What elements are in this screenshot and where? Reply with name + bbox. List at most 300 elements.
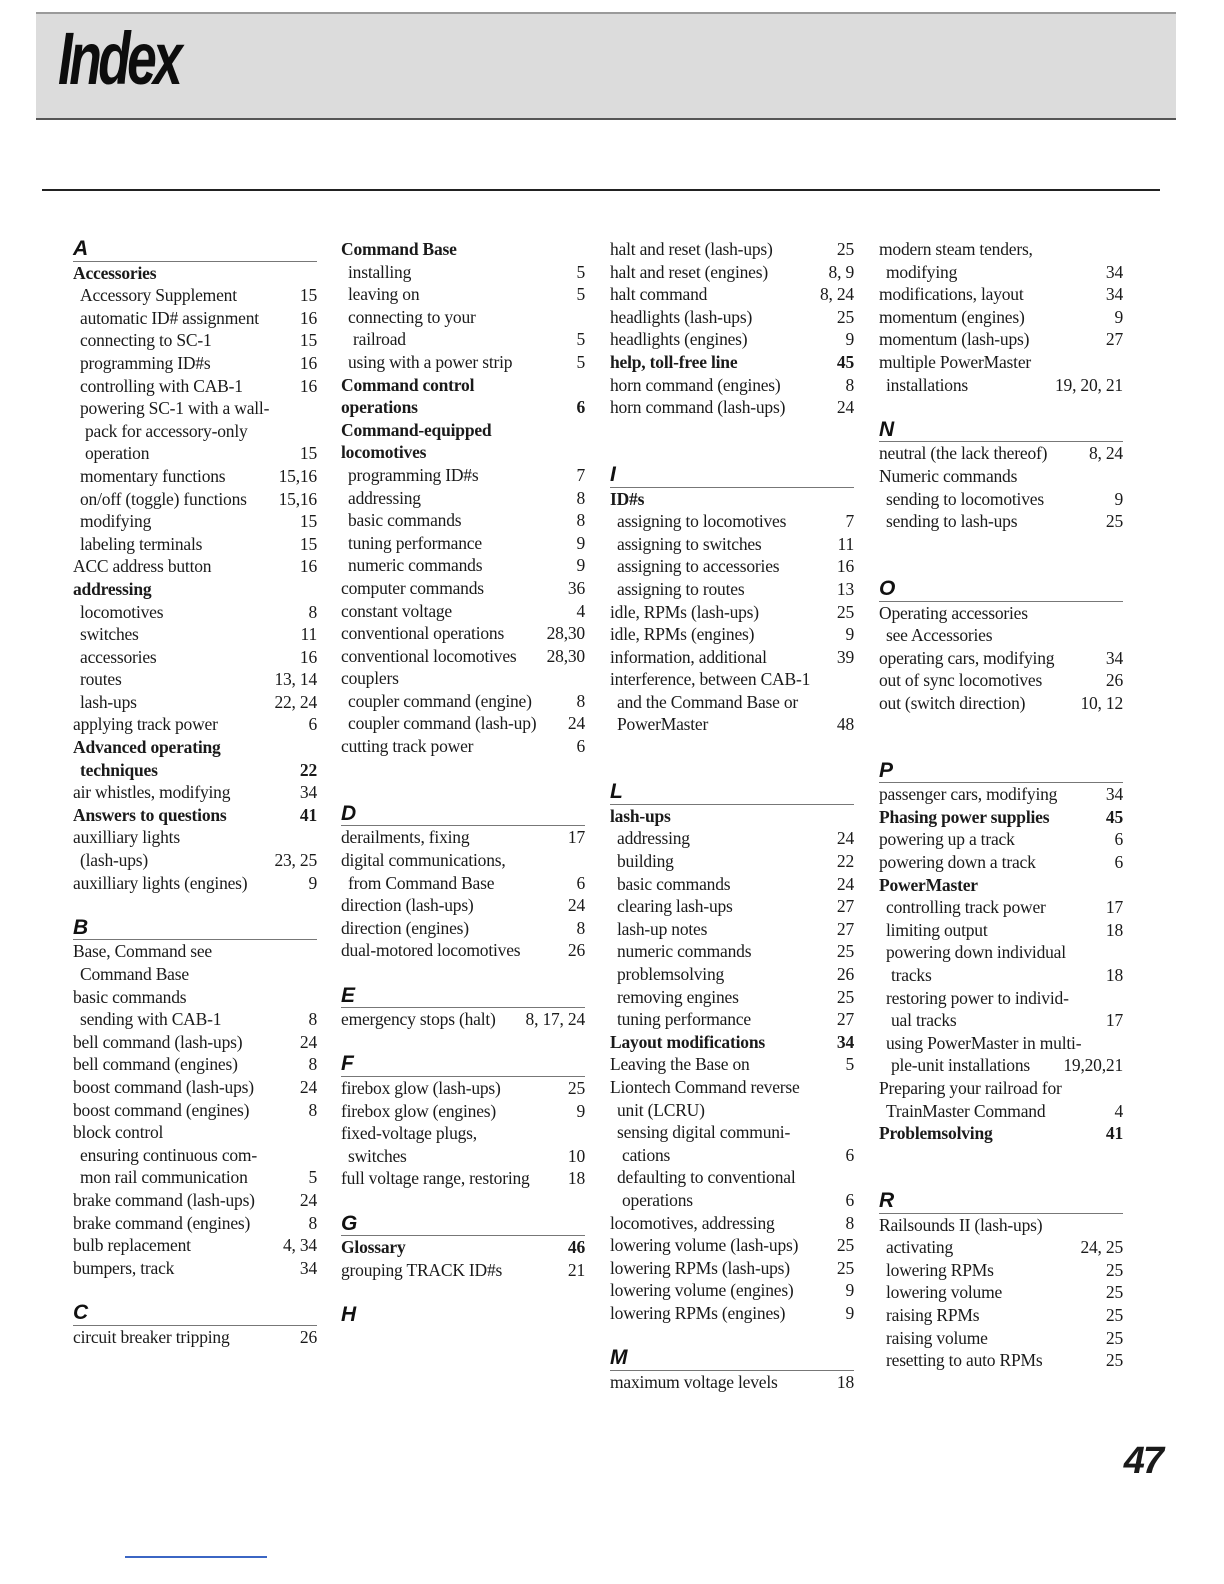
entry-pages: 39 [836, 646, 854, 667]
index-entry [879, 328, 1123, 351]
entry-pages: 6 [308, 714, 317, 735]
entry-term: bell command (lash-ups) [73, 1031, 243, 1052]
entry-pages: 41 [1105, 1123, 1123, 1144]
entry-pages: 15 [299, 511, 317, 532]
entry-term: operations [622, 1189, 693, 1210]
entry-pages: 6 [1114, 852, 1123, 873]
entry-term: Layout modifications [610, 1031, 765, 1052]
entry-pages: 22 [299, 759, 317, 780]
entry-term: raising volume [886, 1327, 988, 1348]
index-entry [73, 1099, 317, 1122]
entry-pages: 9 [576, 1100, 585, 1121]
index-entry [879, 1349, 1123, 1372]
entry-term: connecting to your [348, 306, 476, 327]
index-entry [879, 964, 1123, 987]
index-entry [610, 1279, 854, 1302]
entry-term: emergency stops (halt) [341, 1009, 496, 1030]
index-entry [73, 1053, 317, 1076]
entry-term: tuning performance [617, 1009, 751, 1030]
entry-term: lash-ups [80, 691, 137, 712]
index-entry [73, 646, 317, 669]
index-entry [879, 602, 1123, 625]
index-entry [341, 645, 585, 668]
entry-term: defaulting to conventional [617, 1167, 796, 1188]
index-entry [879, 1077, 1123, 1100]
index-entry [879, 783, 1123, 806]
entry-pages: 16 [299, 352, 317, 373]
entry-term: bell command (engines) [73, 1054, 238, 1075]
index-entry [73, 963, 317, 986]
entry-term: auxilliary lights (engines) [73, 872, 248, 893]
entry-term: PowerMaster [879, 874, 978, 895]
entry-pages: 4 [1114, 1100, 1123, 1121]
entry-term: direction (lash-ups) [341, 895, 474, 916]
entry-term: derailments, fixing [341, 827, 470, 848]
entry-term: and the Command Base or [617, 691, 799, 712]
entry-pages: 9 [1114, 488, 1123, 509]
entry-pages: 24 [567, 713, 585, 734]
index-entry [610, 510, 854, 533]
index-entry [341, 464, 585, 487]
section-letter-c: C [73, 1302, 317, 1326]
entry-term: Answers to questions [73, 804, 227, 825]
entry-term: installing [348, 261, 412, 282]
index-entry [341, 441, 585, 464]
entry-term: lash-ups [610, 805, 671, 826]
index-column-4 [879, 238, 1123, 1372]
entry-pages: 25 [836, 1235, 854, 1256]
index-entry [73, 826, 317, 849]
entry-term: halt command [610, 284, 708, 305]
entry-term: operating cars, modifying [879, 647, 1055, 668]
index-entry [341, 532, 585, 555]
entry-term: leaving on [348, 284, 420, 305]
entry-pages: 5 [308, 1167, 317, 1188]
entry-term: neutral (the lack thereof) [879, 443, 1048, 464]
entry-term: boost command (engines) [73, 1099, 250, 1120]
entry-pages: 34 [836, 1031, 854, 1052]
entry-term: bulb replacement [73, 1235, 191, 1256]
entry-pages: 4 [576, 600, 585, 621]
entry-term: raising RPMs [886, 1304, 980, 1325]
entry-term: techniques [80, 759, 158, 780]
entry-pages: 9 [576, 555, 585, 576]
entry-term: sending to lash-ups [886, 511, 1018, 532]
index-entry [341, 509, 585, 532]
index-entry [73, 668, 317, 691]
entry-term: Liontech Command reverse [610, 1076, 800, 1097]
entry-term: modifying [886, 261, 958, 282]
entry-term: Command-equipped [341, 419, 492, 440]
index-entry [341, 306, 585, 329]
index-entry [341, 1145, 585, 1168]
entry-pages: 25 [567, 1077, 585, 1098]
entry-term: idle, RPMs (engines) [610, 624, 755, 645]
entry-term: programming ID#s [348, 464, 479, 485]
entry-term: Command Base [341, 239, 457, 259]
entry-term: direction (engines) [341, 917, 469, 938]
spacer [879, 714, 1123, 737]
index-entry [879, 828, 1123, 851]
entry-term: addressing [617, 828, 690, 849]
index-entry [73, 329, 317, 352]
entry-pages: 8 [308, 1212, 317, 1233]
index-entry [73, 352, 317, 375]
entry-term: ensuring continuous com- [80, 1144, 257, 1165]
index-entry [610, 488, 854, 511]
section-letter-n: N [879, 419, 1123, 443]
entry-term: using PowerMaster in multi- [886, 1032, 1082, 1053]
entry-pages: 46 [567, 1237, 585, 1258]
index-entry [879, 806, 1123, 829]
entry-term: halt and reset (engines) [610, 261, 768, 282]
entry-pages: 16 [299, 307, 317, 328]
entry-pages: 36 [567, 577, 585, 598]
entry-pages: 6 [576, 736, 585, 757]
index-entry [879, 1054, 1123, 1077]
section-letter-i: I [610, 464, 854, 488]
index-entry [879, 1259, 1123, 1282]
entry-term: unit (LCRU) [617, 1099, 705, 1120]
entry-pages: 19,20,21 [1063, 1055, 1123, 1076]
index-entry [610, 578, 854, 601]
index-entry [73, 872, 317, 895]
entry-pages: 21 [567, 1259, 585, 1280]
index-entry [610, 646, 854, 669]
index-entry [73, 601, 317, 624]
entry-term: couplers [341, 668, 399, 689]
entry-term: constant voltage [341, 600, 453, 621]
entry-term: locomotives [341, 442, 427, 463]
entry-term: grouping TRACK ID#s [341, 1259, 503, 1280]
index-entry [341, 351, 585, 374]
entry-term: problemsolving [617, 964, 725, 984]
section-letter-b: B [73, 917, 317, 941]
index-entry [610, 328, 854, 351]
entry-term: numeric commands [617, 941, 752, 962]
entry-term: computer commands [341, 577, 484, 598]
page-title: Index [58, 17, 180, 100]
entry-pages: 6 [576, 872, 585, 893]
entry-term: momentum (lash-ups) [879, 329, 1030, 350]
entry-pages: 23, 25 [274, 850, 317, 871]
section-letter-a: A [73, 238, 317, 262]
index-entry [879, 1236, 1123, 1259]
index-entry [610, 1008, 854, 1031]
entry-term: dual-motored locomotives [341, 940, 521, 961]
index-entry [879, 987, 1123, 1010]
entry-term: (lash-ups) [80, 850, 148, 871]
entry-pages: 8 [845, 374, 854, 395]
index-column-2 [341, 238, 585, 1327]
entry-term: clearing lash-ups [617, 896, 733, 917]
entry-pages: 28,30 [546, 623, 585, 644]
index-entry [341, 849, 585, 872]
entry-term: information, additional [610, 646, 767, 667]
entry-term: ual tracks [891, 1010, 957, 1031]
entry-term: lowering volume (lash-ups) [610, 1235, 799, 1256]
index-entry [73, 533, 317, 556]
index-entry [341, 328, 585, 351]
section-letter-l: L [610, 781, 854, 805]
entry-term: brake command (lash-ups) [73, 1189, 255, 1210]
index-entry [73, 713, 317, 736]
entry-pages: 15 [299, 330, 317, 351]
entry-term: conventional locomotives [341, 645, 517, 666]
index-entry [610, 986, 854, 1009]
entry-term: operations [341, 397, 418, 418]
index-entry [73, 804, 317, 827]
entry-pages: 34 [1105, 284, 1123, 305]
section-letter-p: P [879, 760, 1123, 784]
entry-term: idle, RPMs (lash-ups) [610, 601, 759, 622]
entry-pages: 48 [836, 714, 854, 735]
section-letter-e: E [341, 985, 585, 1009]
entry-term: ID#s [610, 488, 645, 509]
index-entry [610, 963, 854, 986]
entry-pages: 15,16 [278, 465, 317, 486]
entry-term: mon rail communication [80, 1167, 248, 1188]
entry-pages: 17 [1105, 897, 1123, 918]
entry-pages: 18 [1105, 965, 1123, 985]
entry-term: block control [73, 1122, 164, 1143]
entry-term: assigning to switches [617, 533, 762, 554]
index-entry [610, 1144, 854, 1167]
entry-pages: 8 [576, 487, 585, 508]
index-entry [73, 691, 317, 714]
entry-term: Accessories [73, 262, 157, 283]
entry-term: from Command Base [348, 872, 495, 893]
index-entry [610, 1302, 854, 1325]
entry-term: multiple PowerMaster [879, 351, 1032, 372]
index-entry [341, 894, 585, 917]
section-letter-r: R [879, 1190, 1123, 1214]
index-entry [879, 669, 1123, 692]
index-entry [73, 1212, 317, 1235]
entry-term: fixed-voltage plugs, [341, 1123, 477, 1144]
entry-term: powering up a track [879, 829, 1015, 850]
entry-pages: 8, 24 [819, 284, 854, 305]
entry-pages: 25 [836, 601, 854, 622]
entry-term: ple-unit installations [891, 1055, 1030, 1076]
entry-term: connecting to SC-1 [80, 330, 212, 351]
entry-term: activating [886, 1237, 954, 1258]
section-letter-m: M [610, 1347, 854, 1371]
index-entry [341, 1077, 585, 1100]
index-entry [341, 1008, 585, 1031]
entry-pages: 25 [1105, 1259, 1123, 1280]
index-entry [341, 1167, 585, 1190]
index-entry [879, 283, 1123, 306]
entry-term: air whistles, modifying [73, 782, 231, 803]
entry-term: automatic ID# assignment [80, 307, 259, 328]
entry-pages: 26 [299, 1326, 317, 1347]
section-letter-o: O [879, 578, 1123, 602]
entry-pages: 8 [308, 1099, 317, 1120]
entry-term: maximum voltage levels [610, 1371, 778, 1392]
entry-term: headlights (engines) [610, 329, 748, 350]
entry-pages: 27 [836, 918, 854, 939]
entry-term: Problemsolving [879, 1123, 993, 1144]
index-banner [36, 12, 1176, 120]
index-entry [73, 1257, 317, 1280]
index-entry [610, 1212, 854, 1235]
entry-term: applying track power [73, 714, 218, 735]
index-entry [341, 396, 585, 419]
entry-pages: 5 [576, 351, 585, 372]
entry-term: controlling track power [886, 897, 1046, 918]
entry-term: momentum (engines) [879, 306, 1025, 327]
entry-term: resetting to auto RPMs [886, 1350, 1043, 1371]
entry-term: basic commands [617, 873, 731, 894]
entry-term: modifying [80, 511, 152, 532]
index-entry [341, 690, 585, 713]
entry-term: Preparing your railroad for [879, 1077, 1062, 1098]
entry-pages: 25 [1105, 1282, 1123, 1303]
index-entry [610, 1371, 854, 1394]
entry-term: see Accessories [886, 625, 993, 646]
index-entry [610, 623, 854, 646]
index-entry [610, 1257, 854, 1280]
entry-term: lowering RPMs (lash-ups) [610, 1257, 790, 1278]
section-letter-f: F [341, 1053, 585, 1077]
entry-pages: 26 [836, 964, 854, 984]
index-entry [73, 555, 317, 578]
entry-term: halt and reset (lash-ups) [610, 239, 773, 259]
section-letter-g: G [341, 1213, 585, 1237]
entry-term: Accessory Supplement [80, 285, 237, 306]
entry-pages: 41 [299, 804, 317, 825]
index-entry [879, 238, 1123, 261]
entry-pages: 15 [299, 285, 317, 306]
entry-term: restoring power to individ- [886, 987, 1069, 1008]
entry-pages: 45 [836, 351, 854, 372]
entry-pages: 34 [1105, 647, 1123, 668]
index-column-1 [73, 238, 317, 1348]
index-entry [73, 759, 317, 782]
entry-term: Operating accessories [879, 602, 1028, 623]
entry-pages: 26 [1105, 670, 1123, 691]
entry-term: Base, Command see [73, 941, 213, 962]
entry-term: Phasing power supplies [879, 806, 1050, 827]
entry-term: coupler command (engine) [348, 690, 532, 711]
index-entry [610, 601, 854, 624]
entry-pages: 6 [845, 1189, 854, 1210]
index-entry [73, 397, 317, 420]
entry-pages: 10, 12 [1080, 692, 1123, 713]
entry-pages: 8 [845, 1212, 854, 1233]
entry-pages: 18 [1105, 919, 1123, 940]
entry-term: sending with CAB-1 [80, 1009, 222, 1030]
entry-pages: 17 [567, 827, 585, 848]
page-number: 47 [1123, 1440, 1162, 1482]
entry-pages: 24 [836, 828, 854, 849]
entry-pages: 27 [836, 896, 854, 917]
index-entry [73, 1326, 317, 1349]
entry-term: coupler command (lash-up) [348, 713, 537, 734]
section-letter-d: D [341, 803, 585, 827]
entry-pages: 5 [576, 329, 585, 350]
index-entry [879, 896, 1123, 919]
index-entry [73, 781, 317, 804]
index-entry [610, 555, 854, 578]
index-entry [341, 622, 585, 645]
entry-term: switches [348, 1145, 407, 1166]
entry-term: Advanced operating [73, 737, 221, 758]
spacer [610, 419, 854, 442]
index-entry [879, 1100, 1123, 1123]
entry-term: help, toll-free line [610, 351, 738, 372]
entry-pages: 34 [1105, 261, 1123, 282]
entry-pages: 16 [299, 646, 317, 667]
index-entry [879, 1009, 1123, 1032]
index-entry [341, 917, 585, 940]
entry-term: labeling terminals [80, 533, 203, 554]
index-entry [341, 735, 585, 758]
index-entry [341, 712, 585, 735]
entry-pages: 8 [308, 1054, 317, 1075]
spacer [879, 533, 1123, 556]
entry-term: powering down individual [886, 942, 1066, 963]
entry-pages: 19, 20, 21 [1054, 374, 1123, 395]
entry-pages: 8, 24 [1088, 443, 1123, 464]
entry-term: Command Base [80, 964, 189, 984]
entry-pages: 8 [308, 1009, 317, 1030]
index-entry [73, 1031, 317, 1054]
entry-pages: 45 [1105, 806, 1123, 827]
index-entry [73, 488, 317, 511]
entry-pages: 5 [845, 1054, 854, 1075]
entry-term: ACC address button [73, 556, 212, 577]
entry-pages: 22, 24 [274, 691, 317, 712]
entry-pages: 27 [836, 1009, 854, 1030]
index-entry [879, 442, 1123, 465]
index-entry [879, 374, 1123, 397]
index-entry [341, 1100, 585, 1123]
index-entry [610, 1076, 854, 1099]
entry-pages: 27 [1105, 329, 1123, 350]
entry-pages: 25 [1105, 1304, 1123, 1325]
index-entry [341, 487, 585, 510]
entry-term: controlling with CAB-1 [80, 375, 243, 396]
index-entry [610, 1099, 854, 1122]
header-rule [42, 189, 1160, 191]
entry-pages: 7 [576, 464, 585, 485]
index-entry [879, 488, 1123, 511]
index-entry [610, 1189, 854, 1212]
entry-term: out of sync locomotives [879, 670, 1043, 691]
index-entry [73, 986, 317, 1009]
entry-term: switches [80, 624, 139, 645]
entry-pages: 11 [300, 624, 317, 645]
entry-pages: 28,30 [546, 645, 585, 666]
entry-pages: 24 [299, 1076, 317, 1097]
entry-pages: 34 [299, 1257, 317, 1278]
entry-pages: 24, 25 [1080, 1237, 1123, 1258]
entry-term: railroad [353, 329, 406, 350]
index-entry [879, 941, 1123, 964]
entry-term: powering SC-1 with a wall- [80, 398, 270, 419]
entry-term: firebox glow (engines) [341, 1100, 496, 1121]
index-entry [341, 554, 585, 577]
entry-term: Railsounds II (lash-ups) [879, 1214, 1043, 1235]
index-entry [73, 284, 317, 307]
entry-term: installations [886, 374, 968, 395]
index-entry [341, 872, 585, 895]
index-entry [73, 940, 317, 963]
index-entry [341, 238, 585, 261]
entry-term: momentary functions [80, 465, 226, 486]
